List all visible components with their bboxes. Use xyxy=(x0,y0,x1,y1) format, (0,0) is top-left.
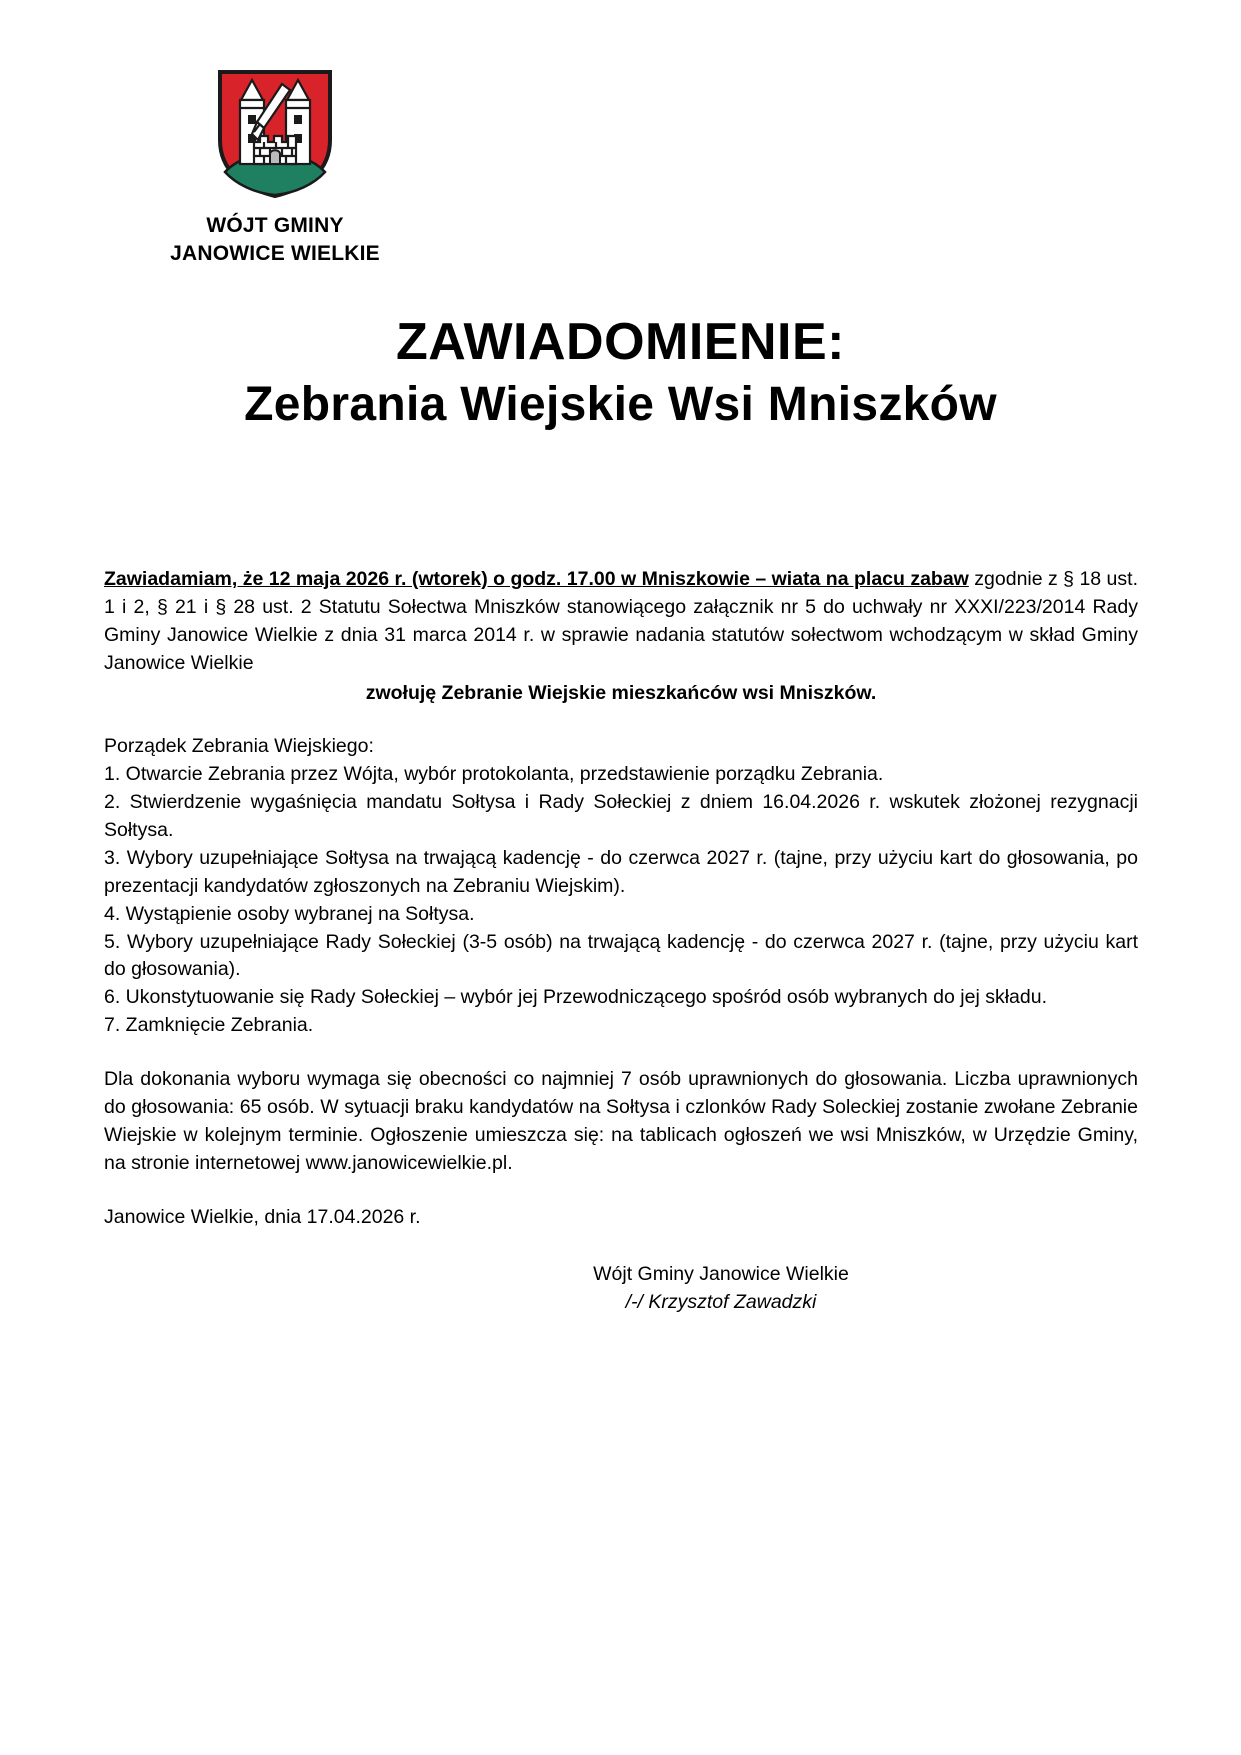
office-name-line-2: JANOWICE WIELKIE xyxy=(170,241,380,265)
signature-block xyxy=(104,1261,1138,1317)
page-subtitle: Zebrania Wiejskie Wsi Mniszków xyxy=(244,378,997,432)
office-name-line-1: WÓJT GMINY xyxy=(206,214,344,237)
closing-paragraph: Dla dokonania wyboru wymaga się obecności co najmniej 7 osób uprawnionych do głosowania. Liczba uprawnionych do głosowania: 65 osób. W sytuacji braku kandydatów na Sołtysa i czlonków Rady Soleckiej zostanie zwołane Zebranie Wiejskie w kolejnym terminie. Ogłoszenie umieszcza się: na tablicach ogłoszeń we wsi Mniszków, w Urzędzie Gminy, na stronie internetowej www.janowicewielkie.pl. xyxy=(104,1068,1138,1174)
agenda-item-5: 5. Wybory uzupełniające Rady Sołeckiej (3-5 osób) na trwającą kadencję - do czerwca 2027 r. (tajne, przy użyciu kart do głosowania). xyxy=(104,930,1138,981)
agenda-item-1: 1. Otwarcie Zebrania przez Wójta, wybór protokolanta, przedstawienie porządku Zebrania. xyxy=(104,763,884,786)
spacer xyxy=(104,1178,1138,1204)
lead-paragraph xyxy=(104,566,1138,678)
agenda-heading: Porządek Zebrania Wiejskiego: xyxy=(104,735,374,758)
document-title-block xyxy=(0,312,1241,434)
page-title: ZAWIADOMIENIE: xyxy=(396,313,845,371)
agenda-item-6: 6. Ukonstytuowanie się Rady Sołeckiej – wybór jej Przewodniczącego spośród osób wybranych do jej składu. xyxy=(104,986,1047,1009)
place-and-date: Janowice Wielkie, dnia 17.04.2026 r. xyxy=(104,1205,421,1228)
agenda-item-4: 4. Wystąpienie osoby wybranej na Sołtysa. xyxy=(104,902,475,925)
office-name xyxy=(110,212,440,267)
agenda-item-3: 3. Wybory uzupełniające Sołtysa na trwającą kadencję - do czerwca 2027 r. (tajne, przy użyciu kart do głosowania, po prezentacji kandydatów zgłoszonych na Zebraniu Wiejskim). xyxy=(104,846,1138,897)
convene-statement: zwołuję Zebranie Wiejskie mieszkańców wsi Mniszków. xyxy=(365,681,877,704)
agenda-item-7: 7. Zamknięcie Zebrania. xyxy=(104,1014,314,1037)
coat-of-arms-icon xyxy=(110,68,440,200)
agenda-list xyxy=(104,733,1138,1040)
document-body xyxy=(104,566,1138,1317)
signatory-office: Wójt Gminy Janowice Wielkie xyxy=(593,1263,849,1286)
spacer xyxy=(104,1040,1138,1066)
signatory-name: /-/ Krzysztof Zawadzki xyxy=(625,1291,817,1314)
lead-remainder: zgodnie z § 18 ust. 1 i 2, § 21 i § 28 ust. 2 Statutu Sołectwa Mniszków stanowiącego załącznik nr 5 do uchwały nr XXXI/223/2014 Rady Gminy Janowice Wielkie z dnia 31 marca 2014 r. w sprawie nadania statutów sołectwom wchodzącym w skład Gminy Janowice Wielkie xyxy=(104,568,1138,674)
lead-emphasis: Zawiadamiam, że 12 maja 2026 r. (wtorek) o godz. 17.00 w Mniszkowie – wiata na placu zabaw xyxy=(104,568,969,590)
letterhead xyxy=(110,68,440,267)
agenda-item-2: 2. Stwierdzenie wygaśnięcia mandatu Sołtysa i Rady Sołeckiej z dniem 16.04.2026 r. wskutek złożonej rezygnacji Sołtysa. xyxy=(104,791,1138,841)
spacer xyxy=(104,707,1138,733)
